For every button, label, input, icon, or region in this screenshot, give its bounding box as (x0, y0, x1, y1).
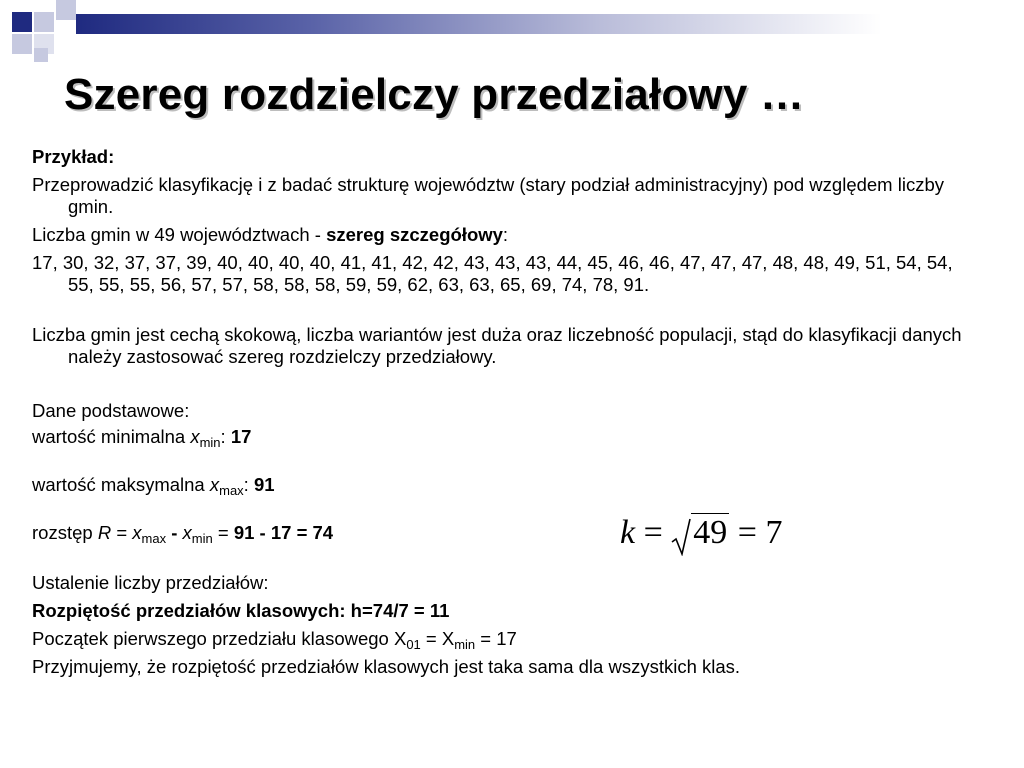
range-x2: x (182, 522, 192, 543)
discrete-note: Liczba gmin jest cechą skokową, liczba wariantów jest duża oraz liczebność populacji, stąd do klasyfikacji danych należy zastosować szereg rozdzielczy przedziałowy. (32, 324, 962, 367)
deco-square-light (34, 48, 48, 62)
series-intro (32, 224, 962, 246)
radical-sign-icon (671, 518, 691, 556)
formula-k-var: k (620, 514, 636, 551)
range-minus: - (166, 522, 183, 543)
start-sub1: 01 (406, 637, 421, 652)
range-eq1: = (111, 522, 133, 543)
formula-k (620, 514, 782, 552)
range-R: R (97, 522, 112, 543)
header-gradient-bar (76, 14, 1024, 34)
slide-title: Szereg rozdzielczy przedziałowy … (64, 70, 805, 119)
min-var: x (190, 426, 200, 447)
start-tail: = 17 (475, 628, 517, 649)
max-value: 91 (253, 474, 275, 495)
formula-eq2: = (729, 514, 766, 551)
deco-square-navy (12, 12, 32, 32)
min-label: wartość minimalna (32, 426, 191, 447)
deco-square-light (12, 34, 32, 54)
range-line (32, 522, 962, 544)
range-sub2: min (191, 531, 213, 546)
min-sub: min (199, 435, 221, 450)
range-label: rozstęp (32, 522, 98, 543)
assumption: Przyjmujemy, że rozpiętość przedziałów klasowych jest taka sama dla wszystkich klas. (32, 656, 741, 677)
sqrt-expression (671, 514, 729, 552)
start-label: Początek pierwszego przedziału klasowego X (32, 628, 407, 649)
series-intro-bold: szereg szczegółowy (326, 224, 503, 245)
formula-result: 7 (765, 514, 783, 551)
min-value: 17 (230, 426, 252, 447)
deco-square-light (56, 0, 76, 20)
range-sub1: max (141, 531, 167, 546)
slide-body (32, 146, 962, 678)
range-eq2: = (212, 522, 234, 543)
start-line (32, 628, 962, 650)
range-x1: x (132, 522, 142, 543)
classes-heading: Ustalenie liczby przedziałów: (32, 572, 269, 593)
data-values: 17, 30, 32, 37, 37, 39, 40, 40, 40, 40, 41, 41, 42, 42, 43, 43, 43, 44, 45, 46, 46, 47, 47, 47, 48, 48, 49, 51, 54, 54, 55, 55, 55, 56, 57, 57, 58, 58, 58, 59, 59, 62, 63, 63, 65, 69, 74, 78, 91. (32, 252, 953, 295)
max-var: x (209, 474, 220, 495)
formula-radicand: 49 (693, 514, 728, 551)
formula-eq1: = (635, 514, 672, 551)
range-result: 91 - 17 = 74 (233, 522, 334, 543)
start-eq: = X (420, 628, 455, 649)
min-sep: : (220, 426, 231, 447)
max-value-line (32, 474, 962, 496)
series-intro-suffix: : (502, 224, 509, 245)
deco-square-light (34, 12, 54, 32)
class-width: Rozpiętość przedziałów klasowych: h=74/7 = 11 (32, 600, 450, 621)
basic-data-heading: Dane podstawowe: (32, 400, 190, 421)
min-value-line (32, 426, 962, 448)
max-sub: max (219, 483, 244, 498)
example-heading: Przykład: (32, 146, 115, 167)
max-label: wartość maksymalna (32, 474, 210, 495)
series-intro-prefix: Liczba gmin w 49 województwach - (32, 224, 327, 245)
max-sep: : (243, 474, 254, 495)
intro-paragraph: Przeprowadzić klasyfikację i z badać strukturę województw (stary podział administracyjny) pod względem liczby gmin. (32, 174, 944, 217)
start-sub2: min (454, 637, 476, 652)
